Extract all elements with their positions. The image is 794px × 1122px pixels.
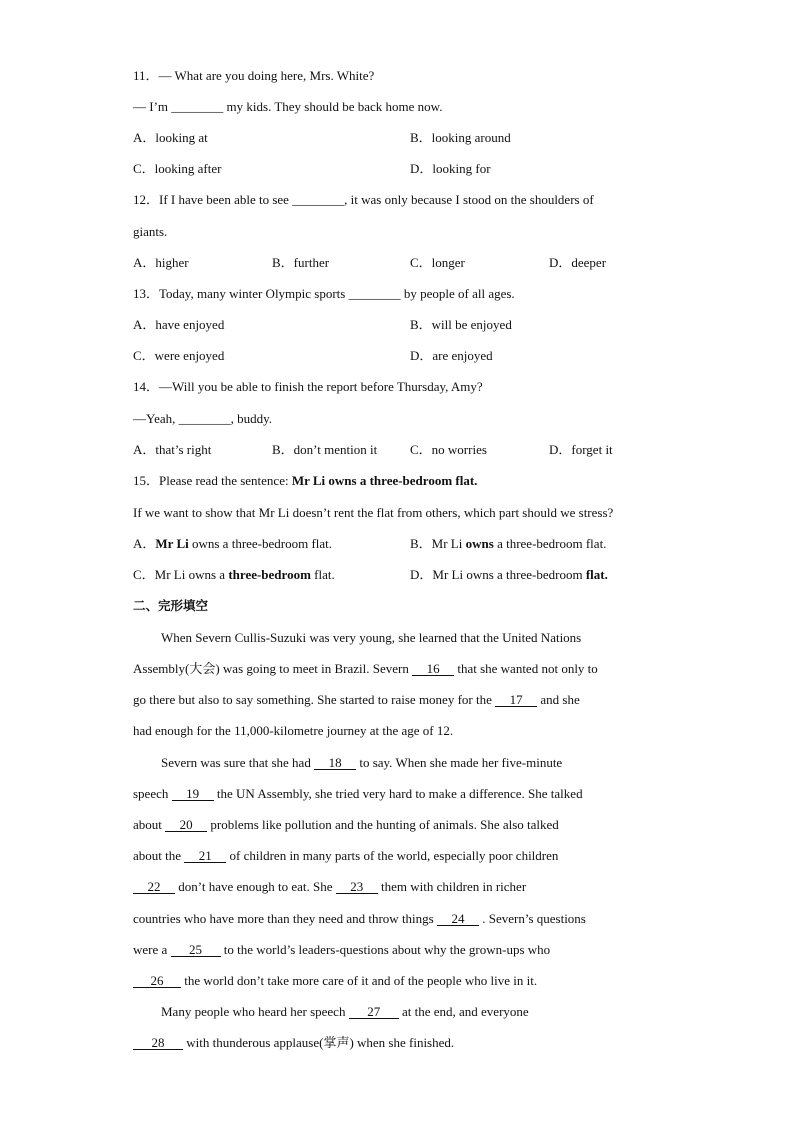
question-11-line2: [133, 99, 442, 115]
passage-p1-line3: [133, 692, 580, 708]
blank-27: 27: [349, 1005, 399, 1019]
p2-l2-post: the UN Assembly, she tried very hard to make a difference. She talked: [213, 786, 583, 801]
q13-option-c: C．were enjoyed: [133, 348, 225, 363]
q11-text-post: my kids. They should be back home now.: [223, 99, 443, 114]
passage-p3-line1: [161, 1004, 529, 1020]
q14-option-c: C．no worries: [410, 442, 487, 457]
q11-option-c: C．looking after: [133, 161, 222, 176]
q13-option-b: B．will be enjoyed: [410, 317, 512, 332]
q14-option-a: A．that’s right: [133, 442, 212, 457]
q15-c-pre: C．Mr Li owns a: [133, 567, 229, 582]
question-11-stem: [133, 68, 374, 84]
blank-26: 26: [133, 974, 181, 988]
passage-p2-line4: [133, 848, 558, 864]
p2-l7-post: to the world’s leaders-questions about why the grown-ups who: [220, 942, 551, 957]
blank-18: 18: [314, 756, 356, 770]
q15-option-d: [410, 567, 608, 583]
q15-b-bold: owns: [465, 536, 494, 551]
q11-blank: ________: [171, 99, 224, 114]
p2-l6-pre: countries who have more than they need and throw things: [133, 911, 437, 926]
question-12-stem: 12．If I have been able to see ________, it was only because I stood on the shoulders of: [133, 192, 594, 207]
question-15-stem: [133, 473, 477, 489]
p1-l2-pre: Assembly(大会) was going to meet in Brazil. Severn: [133, 661, 413, 676]
q11-text: 11．— What are you doing here, Mrs. White?: [133, 68, 375, 83]
p2-l4-post: of children in many parts of the world, especially poor children: [226, 848, 559, 863]
p2-l3-post: problems like pollution and the hunting of animals. She also talked: [207, 817, 559, 832]
passage-p2-line8: [133, 973, 537, 989]
passage-p3-line2: [133, 1035, 454, 1051]
question-14-stem: 14．—Will you be able to finish the report before Thursday, Amy?: [133, 379, 483, 394]
blank-20: 20: [165, 818, 207, 832]
q15-option-c: [133, 567, 335, 583]
p1-l2-post: that she wanted not only to: [454, 661, 598, 676]
question-12-line2: giants.: [133, 224, 168, 239]
question-14-line2: —Yeah, ________, buddy.: [133, 411, 273, 426]
p2-l4-pre: about the: [133, 848, 185, 863]
blank-23: 23: [336, 880, 378, 894]
passage-p2-line7: [133, 942, 550, 958]
q11-option-d: D．looking for: [410, 161, 491, 176]
p2-l3-pre: about: [133, 817, 166, 832]
q15-b-post: a three-bedroom flat.: [493, 536, 607, 551]
q12-option-a: A．higher: [133, 255, 189, 270]
p2-l7-pre: were a: [133, 942, 171, 957]
p2-l5-mid: don’t have enough to eat. She: [175, 879, 336, 894]
p2-l8-post: the world don’t take more care of it and of the people who live in it.: [181, 973, 538, 988]
q15-d-pre: D．Mr Li owns a three-bedroom: [410, 567, 586, 582]
p2-l5-post: them with children in richer: [377, 879, 527, 894]
blank-19: 19: [172, 787, 214, 801]
q15-text-pre: 15．Please read the sentence:: [133, 473, 292, 488]
q13-option-d: D．are enjoyed: [410, 348, 493, 363]
p3-l1-pre: Many people who heard her speech: [161, 1004, 349, 1019]
p1-l3-pre: go there but also to say something. She started to raise money for the: [133, 692, 496, 707]
q11-option-b: B．looking around: [410, 130, 511, 145]
p2-l1-pre: Severn was sure that she had: [161, 755, 315, 770]
q14-option-d: D．forget it: [549, 442, 613, 457]
passage-p2-line6: [133, 911, 586, 927]
q13-option-a: A．have enjoyed: [133, 317, 225, 332]
p1-l3-post: and she: [537, 692, 580, 707]
blank-28: 28: [133, 1036, 183, 1050]
q14-option-b: B．don’t mention it: [272, 442, 378, 457]
p3-l1-post: at the end, and everyone: [398, 1004, 529, 1019]
q12-option-b: B．further: [272, 255, 330, 270]
blank-16: 16: [412, 662, 454, 676]
passage-p2-line5: [133, 879, 526, 895]
p2-l6-post: . Severn’s questions: [478, 911, 586, 926]
q11-option-a: A．looking at: [133, 130, 208, 145]
q15-a-bold: Mr Li: [155, 536, 189, 551]
question-13-stem: 13．Today, many winter Olympic sports ________ by people of all ages.: [133, 286, 515, 301]
q15-sentence-bold: Mr Li owns a three-bedroom flat.: [291, 473, 478, 488]
p2-l1-post: to say. When she made her five-minute: [356, 755, 563, 770]
blank-17: 17: [495, 693, 537, 707]
p2-l2-pre: speech: [133, 786, 172, 801]
q15-option-a: [133, 536, 332, 552]
q15-c-post: flat.: [310, 567, 335, 582]
passage-p2-line3: [133, 817, 559, 833]
blank-25: 25: [171, 943, 221, 957]
q12-option-c: C．longer: [410, 255, 465, 270]
passage-p1-line4: had enough for the 11,000-kilometre journey at the age of 12.: [133, 723, 454, 738]
q15-c-bold: three-bedroom: [228, 567, 311, 582]
q15-b-pre: B．Mr Li: [410, 536, 466, 551]
q15-d-bold: flat.: [585, 567, 608, 582]
p3-l2-post: with thunderous applause(掌声) when she finished.: [183, 1035, 455, 1050]
passage-p1-line1: When Severn Cullis-Suzuki was very young, she learned that the United Nations: [161, 630, 582, 645]
q15-a-post: owns a three-bedroom flat.: [188, 536, 333, 551]
q15-option-b: [410, 536, 606, 552]
q11-text-pre: — I’m: [133, 99, 172, 114]
q15-a-pre: A．: [133, 536, 156, 551]
section-2-title: 二、完形填空: [133, 598, 209, 613]
passage-p2-line1: [161, 755, 562, 771]
blank-22: 22: [133, 880, 175, 894]
passage-p1-line2: [133, 661, 598, 677]
q12-option-d: D．deeper: [549, 255, 607, 270]
passage-p2-line2: [133, 786, 583, 802]
blank-24: 24: [437, 912, 479, 926]
question-15-line2: If we want to show that Mr Li doesn’t rent the flat from others, which part should we stress?: [133, 505, 614, 520]
blank-21: 21: [184, 849, 226, 863]
